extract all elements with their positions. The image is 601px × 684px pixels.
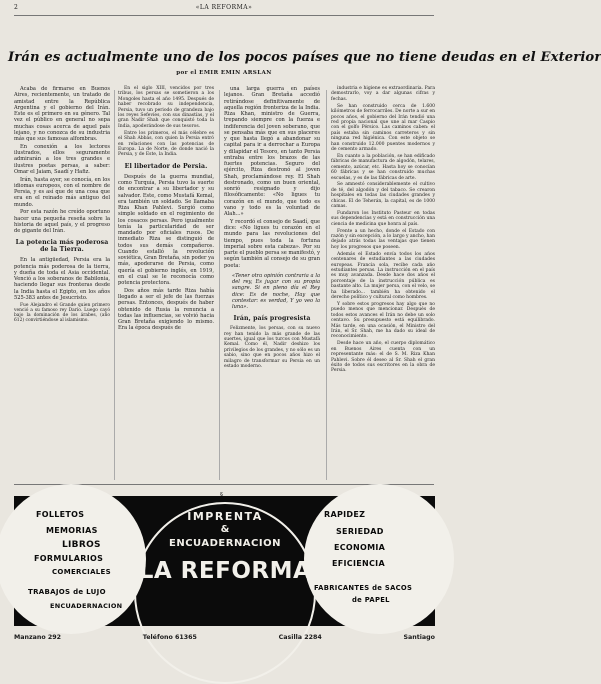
paragraph: Y recordó el consejo de Saadí, que dice: «No ligues tu corazón en el mundo para las revoluciones del tiempo, pues toda la fortuna imperial sobre esta cabeza». Por su parte el pueblo persa se manifestó, y según también al consejo de su gran poeta: [224,218,320,269]
ad-item: LIBROS [62,540,101,550]
ad-encuadernacion: ENCUADERNACION [169,538,281,549]
ad-item: RAPIDEZ [324,510,366,519]
paragraph: Y sobre estos progresos hay algo que no puedo menos que mencionar. Después de todos estos avances el Irán no debe un solo centavo. Su presupuesto está equilibrado. Más tarde, en una ocasión, el Ministro del Irán, el Sr. Shah, me ha dado su ideal de reconocimiento. [331,301,435,340]
ad-item: TRABAJOS de LUJO [28,588,106,596]
ad-footer [14,634,435,641]
poem-quote: «Tener otra opinión contraria a la del rey, Es jugar con su propia sangre. Si en pleno día el Rey dice: Es de noche, Hay que contestar: es verdad, Y yo veo la luna». [232,272,320,310]
paragraph: En la antigüedad, Persia era la potencia más poderosa de la tierra, y dueña de toda el Asia occidental. Venció a los soberanos de Babilonia, haciendo llegar sus fronteras desde la India hasta el Egipto, en los años 525-383 antes de Jesucristo. [14,257,110,301]
paragraph: Fue Alejandro el Grande quien primero venció a su famoso rey Darío. Luego cayó bajo la dominación de los árabes, (año 612) convirtiéndose al islamismo. [14,302,110,324]
paragraph: Entre los primeros, el más célebre es el Shah Abbás, con quien la Persia entró en relaciones con las potencias de Europa. La de Norte, de donde nació la Persia, y de Este, la India. [118,130,214,158]
ad-item: FOLLETOS [36,510,85,519]
footer-phone: Teléfono 61365 [142,634,197,641]
ad-brand: LA REFORMA [138,558,312,584]
paragraph: una larga guerra en países lejanos. Gran Bretaña accedió retirándose definitivamente de aquella región fronteriza de la India. Riza Khan, ministro de Guerra, trepando siempre con la fuerza e indiferencia del joven soberano, que se pensaba más que en sus placeres y que hasta llegó a abandonar su capital para ir a derrochar a Europa y dilapidar el Tesoro, en tanto Persia entraba entre los brazos de las fuertes potencias. Seguro del ejército, Riza destronó al joven Shah, proclamándose rey. El Shah destronado, como un buen oriental, sonrió resignado y dijo filosóficamente: «No ligues tu corazón en el mundo, que todo es vano y todo es la voluntad de Alah...» [224,86,320,217]
ad-item: ECONOMIA [334,543,386,552]
article-column-3 [224,86,320,476]
ad-item: COMERCIALES [52,568,111,576]
paragraph: Desde hace un año, el cuerpo diplomático en Buenos Aires cuenta con un representante más: el de S. M. Riza Khan Pahlevi. Sobre él deseo al Sr. Shah el gran éxito de todos sus escritores en la obra de Persia. [331,341,435,374]
footer-address: Manzano 292 [14,634,62,641]
article-column-2 [118,86,214,476]
paragraph: industria e higiene es extraordinaria. Para demostrarlo, voy a dar algunas cifras y fechas. [331,86,435,102]
paragraph: Además el Estado envía todos los años centenares de estudiantes a las ciudades europeas. Francia sola, recibe cada año estudiantes persas. La instrucción en el país es muy avanzada. Desde hace dos años el porcentaje de la instrucción pública es bastante alto. La mujer persa, con el velo, se ha liberado... también ha obtenido el derecho político y cultural como hombres. [331,251,435,301]
paragraph: Después de la guerra mundial, como Turquía, Persia tuvo la suerte de encontrar a su libertador y su salvador. Este, como Mustafá Kemal, era también un soldado. Se llamaba Riza Khan Pahlevi. Surgió como simple soldado en el regimiento de los cosacos persas. Pero igualmente tenía la particularidad de ser mandado por oficiales rusos. De inmediato Riza se distinguió de todos sus demás compañeros. Cuando estalló la revolución soviética, Gran Bretaña, sin poder ya más, apoderarse de Persia, como quería el gobierno inglés, en 1919, en el cual se le reconocía como potencia protectora. [118,173,214,287]
ad-item: FORMULARIOS [34,554,104,563]
ad-item: ENCUADERNACION [50,602,123,610]
running-header [0,4,448,14]
paragraph: En el siglo XIII, vencidos por tres tribus, los persas se sometieron a los Mongoles hasta el año 1495. Después de haber recobrado su independencia, Persia, tuvo un periodo de grandeza bajo los reyes Sefevíes, con sus dinastías, y el gran Nadir Shah que conquistó toda la India, apoderándose de sus tesoros. [118,86,214,129]
column-divider [219,90,220,480]
paragraph: Por esta razón he creído oportuno hacer una pequeña reseña sobre la historia de aquel país, y el progreso de gigante del Irán. [14,209,110,234]
paragraph: Frente a un hecho, donde el Estado con razón y sin excepción, a lo largo y ancho, han dejado atrás todas las ventajas que tienen hoy los progresos que poseen. [331,228,435,250]
paragraph: Dos años más tarde Riza había llegado a ser el jefe de las fuerzas persas. Entonces, después de haber obtenido de Rusia la renuncia a todas las influencias, se volvió hacia Gran Bretaña exigiendo lo mismo. Era la época después de [118,287,214,332]
ad-item: SERIEDAD [336,527,384,536]
article-column-1 [14,86,110,476]
paragraph: Fundaron los Instituto Pasteur en todas sus dependencias y está en construcción una ciencia de medicina que honra al país. [331,210,435,227]
ad-ampersand: & [220,524,230,535]
section-heading: El libertador de Persia. [124,162,208,170]
paragraph: Irán, hasta ayer, se conocía, en los idiomas europeos, con el nombre de Persia, y es así que de una cosa que era en el reinado más antiguo del mundo. [14,176,110,208]
header-rule [14,15,434,16]
section-heading: Irán, país progresista [233,315,311,323]
column-divider [326,90,327,480]
article-title: Irán es actualmente uno de los pocos países que no tiene deudas en el Exterior [8,50,601,65]
column-divider [114,90,115,480]
ad-item: FABRICANTES de SACOS [314,584,413,592]
printing-house-advertisement [14,496,435,626]
page-number: 2 [14,4,18,11]
ad-imprenta: IMPRENTA [187,510,263,523]
footer-box: Casilla 2284 [278,634,322,641]
masthead: «LA REFORMA» [195,4,253,11]
ad-item: EFICIENCIA [332,559,385,568]
article-byline: por el EMIR EMIN ARSLAN [176,70,272,76]
paragraph: En cuanto a la población, se han edificado fábricas de manufactura de algodón, telares, cemento, azúcar, etc. Hasta hoy se conocían 60 fábricas y se han construido muchas escuelas, y es de las fábricas de arte. [331,153,435,181]
paragraph: En conexión a los lectores ilustrados, ellos seguramente admirarán a los tres grandes e ilustres poetas persas, a saber: Omar el Jaiam, Saadí y Hafiz. [14,143,110,175]
footer-city: Santiago [403,634,435,641]
ad-item: MEMORIAS [46,526,98,535]
paragraph: Se han construido cerca de 1.600 kilómetros de ferrocarriles. De norte a sur en pocos años, el gobierno del Irán tendió una red propia nacional que une al mar Caspio con el golfo Pérsico. Las caminos caben: el país estaba sin caminos carreteros y sin ninguna red higiénica. Con este objeto se han construido 12.000 puentes modernos y de cemento armado. [331,103,436,152]
paragraph: Felizmente, los persas, con su nuevo rey han tenido la más grande de las suertes, igual que los turcos con Mustafá Kemal. Como él, Nadir deshizo los privilegios de los grandes, y no sólo es un sabio, sino que en pocos años hizo el milagro de transformar su Persia en un estado moderno. [224,326,320,370]
paragraph: Se amnestó considerablemente el cultivo de té, del algodón y del tabaco. Se crearon hospitales en todas las ciudades grandes y chicas. El de Teherán, la capital, es de 1000 camas. [331,182,435,210]
section-heading: La potencia más poderosa de la Tierra. [15,239,109,254]
paragraph: Acaba de firmarse en Buenos Aires, recientemente, un tratado de amistad entre la República Argentina y el gobierno del Irán. Este es el primero en su género. Tal vez el público en general no sepa muchas cosas acerca de aquel país lejano, y no conozca de su industria más que sus famosas alfombras. [14,86,110,142]
ad-item: de PAPEL [352,596,390,604]
article-column-4 [331,86,435,476]
